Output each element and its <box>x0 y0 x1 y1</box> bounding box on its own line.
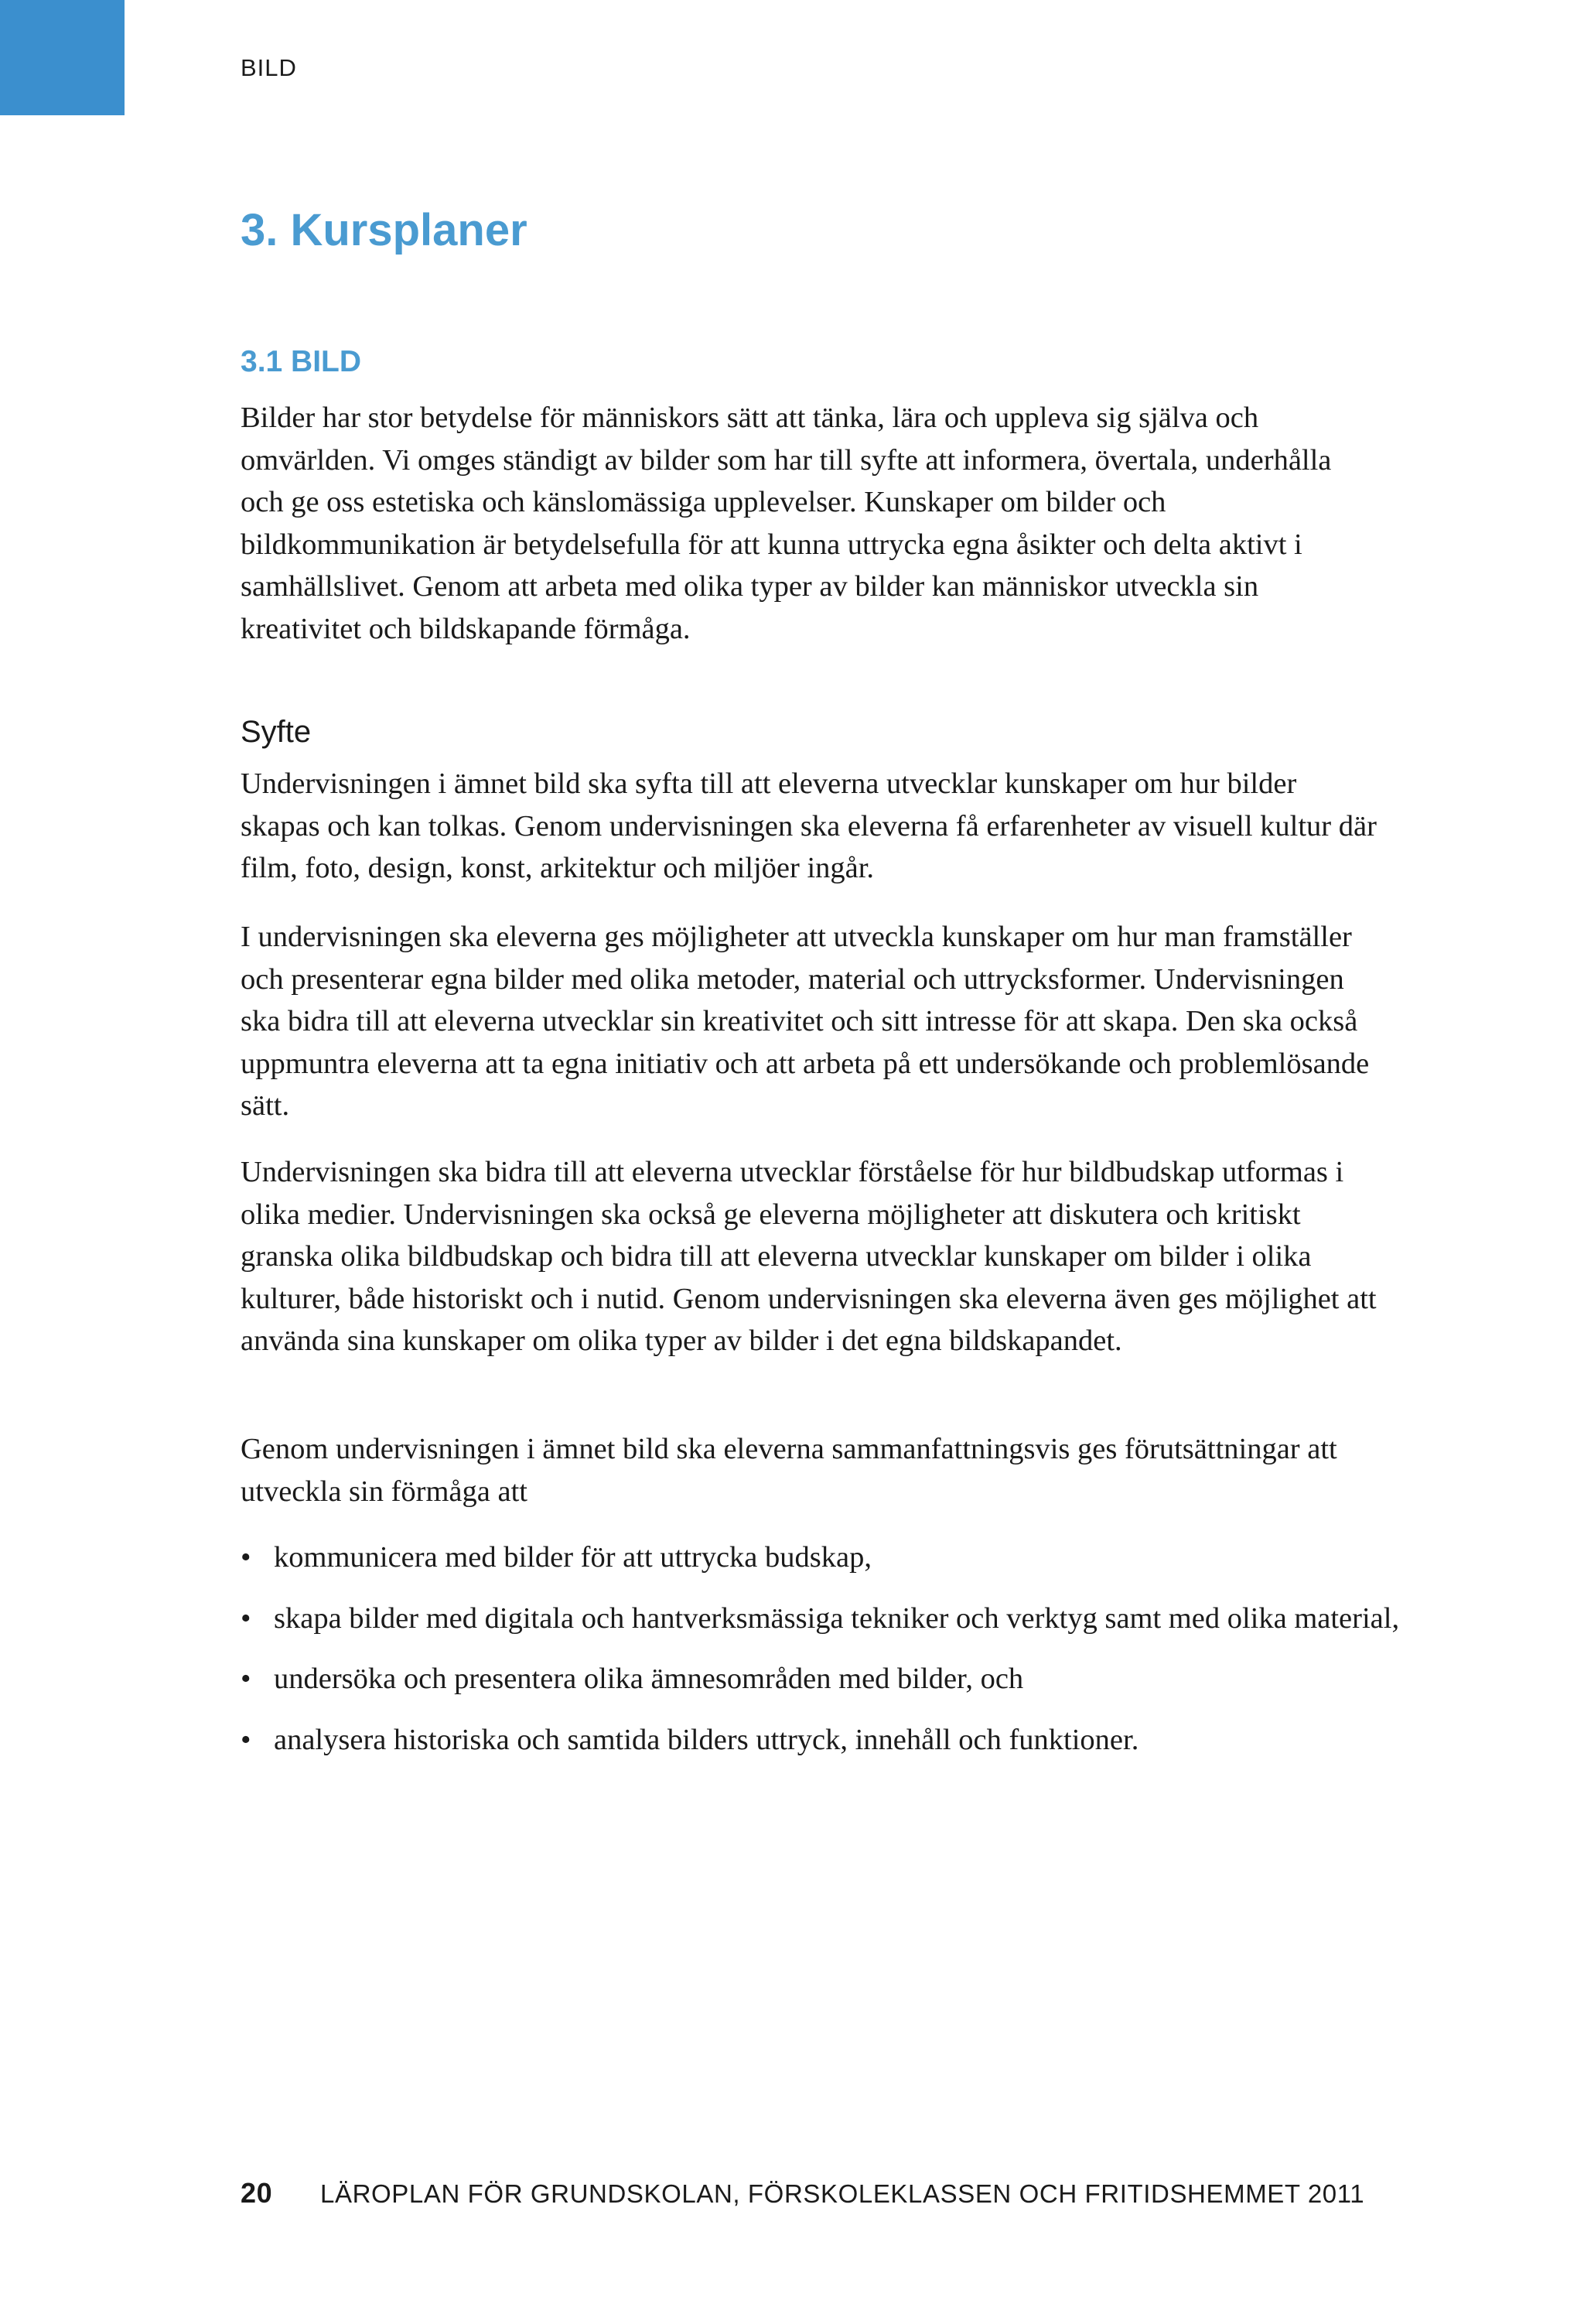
bullet-icon: • <box>241 1601 251 1635</box>
syfte-paragraph-4: Genom undervisningen i ämnet bild ska eleverna sammanfattningsvis ges förutsättningar att utveckla sin förmåga att <box>241 1433 1337 1508</box>
page-number: 20 <box>241 2177 273 2209</box>
syfte-paragraph-2: I undervisningen ska eleverna ges möjligheter att utveckla kunskaper om hur man framställer och presenterar egna bilder med olika metoder, material och uttrycksformer. Undervisningen ska bidra till att eleverna utvecklar sin kreativitet och sitt intresse för att skapa. Den ska också uppmuntra eleverna att ta egna initiativ och att arbeta på ett undersökande och problemlösande sätt. <box>241 921 1370 1123</box>
section-title: 3.1 BILD <box>241 345 362 378</box>
list-item-text: analysera historiska och samtida bilders uttryck, innehåll och funktioner. <box>274 1723 1139 1756</box>
syfte-heading: Syfte <box>241 715 312 749</box>
chapter-title: 3. Kursplaner <box>241 205 527 255</box>
bullet-icon: • <box>241 1663 251 1696</box>
list-item-text: undersöka och presentera olika ämnesområden med bilder, och <box>274 1663 1024 1696</box>
bullet-icon: • <box>241 1541 251 1574</box>
list-item-text: kommunicera med bilder för att uttrycka budskap, <box>274 1541 872 1574</box>
running-header: BILD <box>241 54 297 81</box>
list-item <box>241 1719 1401 1762</box>
list-item <box>241 1658 1401 1700</box>
list-item-text: skapa bilder med digitala och hantverksmässiga tekniker och verktyg samt med olika material, <box>274 1601 1400 1635</box>
ability-list <box>241 1536 1401 1779</box>
syfte-paragraph-3: Undervisningen ska bidra till att eleverna utvecklar förståelse för hur bildbudskap utformas i olika medier. Undervisningen ska också ge eleverna möjligheter att diskutera och kritiskt granska olika bildbudskap och bidra till att eleverna utvecklar kunskaper om bilder i olika kulturer, både historiskt och i nutid. Genom undervisningen ska eleverna även ges möjlighet att använda sina kunskaper om olika typer av bilder i det egna bildskapandet. <box>241 1156 1377 1358</box>
list-item <box>241 1536 1401 1579</box>
syfte-paragraph-1: Undervisningen i ämnet bild ska syfta till att eleverna utvecklar kunskaper om hur bilder skapas och kan tolkas. Genom undervisningen ska eleverna få erfarenheter av visuell kultur där film, foto, design, konst, arkitektur och miljöer ingår. <box>241 767 1377 885</box>
publication-title: LÄROPLAN FÖR GRUNDSKOLAN, FÖRSKOLEKLASSEN OCH FRITIDSHEMMET 2011 <box>320 2179 1365 2208</box>
corner-color-tab <box>0 0 125 115</box>
intro-paragraph: Bilder har stor betydelse för människors sätt att tänka, lära och uppleva sig själva och omvärlden. Vi omges ständigt av bilder som har till syfte att informera, övertala, underhålla och ge oss estetiska och känslomässiga upplevelser. Kunskaper om bilder och bildkommunikation är betydelsefulla för att kunna uttrycka egna åsikter och delta aktivt i samhällslivet. Genom att arbeta med olika typer av bilder kan människor utveckla sin kreativitet och bildskapande förmåga. <box>241 402 1332 645</box>
bullet-icon: • <box>241 1723 251 1756</box>
page-footer <box>241 2177 1364 2210</box>
list-item <box>241 1598 1401 1640</box>
